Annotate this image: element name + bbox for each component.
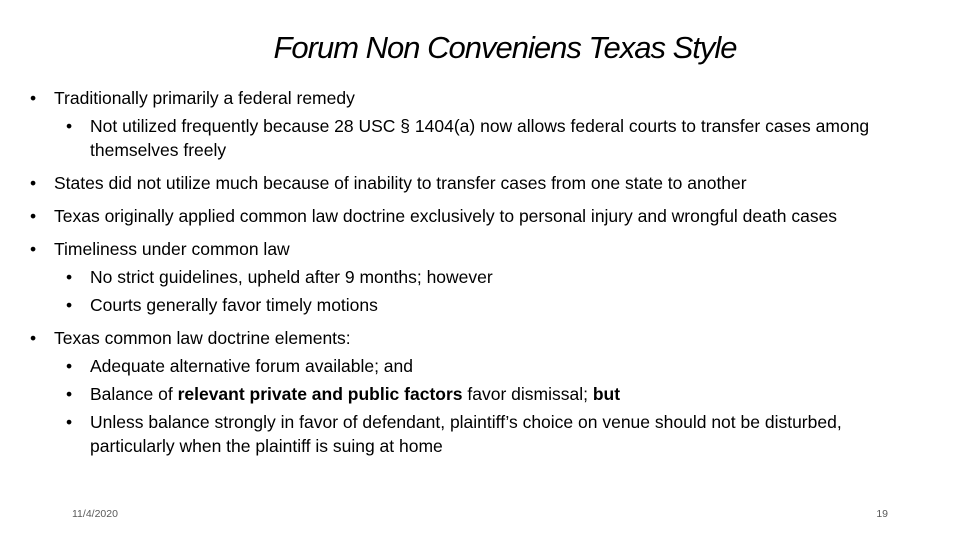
bullet-dot: •	[66, 295, 73, 315]
bullet-4-sub-2-text: Courts generally favor timely motions	[90, 295, 378, 315]
bullet-dot: •	[30, 206, 37, 226]
bullet-dot: •	[66, 116, 73, 136]
bullet-5-sub-3	[54, 410, 920, 458]
bullet-dot: •	[30, 328, 37, 348]
bullet-1	[30, 86, 920, 162]
bullet-dot: •	[30, 173, 37, 193]
bullet-dot: •	[30, 239, 37, 259]
footer-page-number: 19	[876, 508, 888, 520]
bullet-dot: •	[30, 88, 37, 108]
bullet-5-sub-3-text: Unless balance strongly in favor of defendant, plaintiff’s choice on venue should not be disturbed, particularly when the plaintiff is suing at home	[90, 412, 842, 456]
bullet-4-sub-1	[54, 265, 920, 289]
bullet-5-sub-2	[54, 382, 920, 406]
bullet-4-sub-2	[54, 293, 920, 317]
slide-body	[30, 86, 920, 458]
bullet-5-sub-1-text: Adequate alternative forum available; and	[90, 356, 413, 376]
bullet-5-sub-2-mid: favor dismissal;	[462, 384, 593, 404]
bullet-5-sub-2-bold-1: relevant private and public factors	[177, 384, 463, 404]
bullet-5-sub-2-bold-2: but	[592, 384, 621, 404]
bullet-5-sub-2-pre: Balance of	[90, 384, 178, 404]
footer-date: 11/4/2020	[72, 508, 118, 520]
bullet-2-text: States did not utilize much because of inability to transfer cases from one state to another	[54, 173, 747, 193]
bullet-dot: •	[66, 267, 73, 287]
bullet-dot: •	[66, 384, 73, 404]
bullet-5-text: Texas common law doctrine elements:	[54, 328, 351, 348]
bullet-1-sub-1	[54, 114, 920, 162]
bullet-4-text: Timeliness under common law	[54, 239, 290, 259]
slide-title-text: Forum Non Conveniens Texas Style	[273, 30, 737, 65]
bullet-2	[30, 171, 920, 195]
bullet-5	[30, 326, 920, 458]
bullet-1-sub-1-text: Not utilized frequently because 28 USC § 1404(a) now allows federal courts to transfer cases among themselves freely	[90, 116, 870, 160]
bullet-3	[30, 204, 920, 228]
bullet-4-sub-1-text: No strict guidelines, upheld after 9 months; however	[90, 267, 493, 287]
bullet-4	[30, 237, 920, 317]
bullet-3-text: Texas originally applied common law doctrine exclusively to personal injury and wrongful death cases	[54, 206, 838, 226]
bullet-dot: •	[66, 412, 73, 432]
bullet-1-text: Traditionally primarily a federal remedy	[54, 88, 355, 108]
bullet-5-sub-1	[54, 354, 920, 378]
bullet-dot: •	[66, 356, 73, 376]
slide-title	[0, 28, 960, 68]
